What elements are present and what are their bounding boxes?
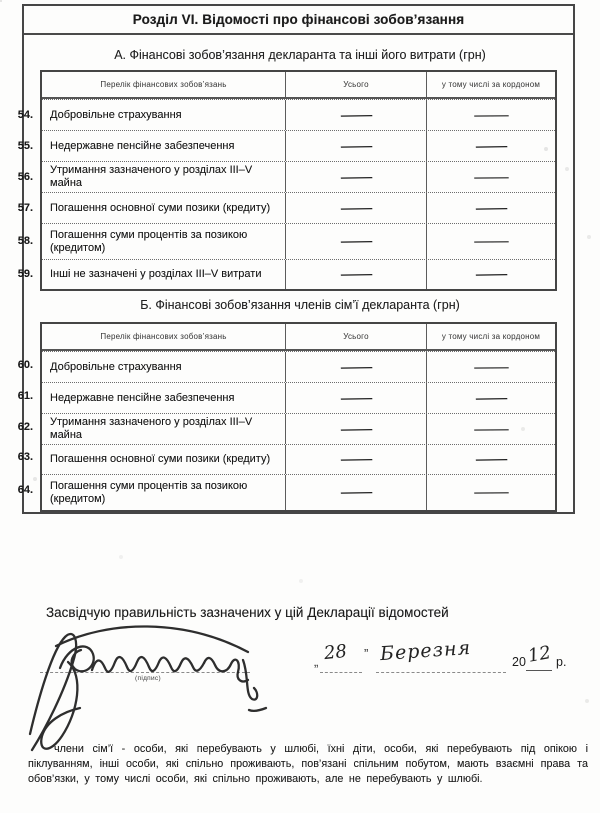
handwritten-dash: — — [339, 359, 373, 375]
date-block — [310, 636, 574, 685]
row-number-column-a — [12, 70, 38, 289]
table-row — [42, 223, 555, 259]
handwritten-dash: — — [339, 107, 373, 123]
handwritten-dash: — — [473, 360, 509, 374]
handwritten-dash: — — [474, 267, 508, 282]
handwritten-dash: — — [339, 390, 373, 406]
obligation-label: Інші не зазначені у розділах III–V витрати — [50, 268, 262, 280]
abroad-value-cell — [426, 224, 555, 259]
abroad-value-cell — [426, 100, 555, 130]
obligation-label: Погашення суми процентів за позикою (кредитом) — [50, 228, 248, 254]
table-header-row — [42, 72, 555, 99]
total-value-cell — [285, 193, 426, 223]
year-prefix: 20 — [512, 655, 526, 669]
column-header-list: Перелік фінансових зобов’язань — [100, 332, 227, 341]
abroad-value-cell — [426, 414, 555, 444]
table-row — [42, 259, 555, 289]
handwritten-dash: — — [474, 390, 508, 406]
table-row — [42, 99, 555, 130]
table-row — [42, 351, 555, 382]
obligation-label: Добровільне страхування — [50, 108, 182, 121]
handwritten-dash: — — [474, 138, 508, 154]
column-header-total: Усього — [285, 72, 426, 97]
row-number: 63. — [17, 451, 33, 463]
handwritten-dash: — — [473, 485, 509, 500]
section-b-heading: Б. Фінансові зобов’язання членів сім’ї декларанта (грн) — [140, 298, 460, 312]
family-members-footnote: члени сім’ї - особи, які перебувають у шлюбі, їхні діти, особи, які перебувають під опікою і піклуванням, інші особи, які спільно проживають, пов’язані спільним побутом, мають взаємні права та обов’язки, у тому числі особи, які спільно проживають, але не перебувають у шлюбі. — [28, 743, 588, 785]
total-value-cell — [285, 100, 426, 130]
day-underline — [320, 672, 362, 673]
handwritten-month: Березня — [379, 636, 472, 666]
total-value-cell — [285, 162, 426, 192]
signature-caption: (підпис) — [135, 675, 161, 682]
table-row — [42, 161, 555, 192]
total-value-cell — [285, 414, 426, 444]
handwritten-dash: — — [339, 421, 373, 437]
total-value-cell — [285, 475, 426, 510]
column-header-total: Усього — [285, 324, 426, 349]
obligation-label: Утримання зазначеного у розділах III–V майна — [50, 164, 253, 189]
row-number: 58. — [17, 235, 33, 247]
column-header-abroad: у тому числі за кордоном — [426, 324, 555, 349]
handwritten-dash: — — [339, 267, 373, 282]
attestation-statement: Засвідчую правильність зазначених у цій Декларації відомостей — [46, 605, 449, 620]
handwritten-year: 12 — [526, 642, 553, 667]
month-underline — [376, 672, 506, 673]
table-declarant-obligations — [40, 70, 557, 291]
handwritten-dash: — — [474, 200, 508, 216]
row-number: 62. — [17, 420, 33, 433]
date-quote-close: ” — [364, 646, 369, 661]
row-number: 54. — [17, 108, 33, 121]
row-number: 57. — [17, 201, 33, 214]
abroad-value-cell — [426, 131, 555, 161]
section-a-heading: А. Фінансові зобов’язання декларанта та інші його витрати (грн) — [114, 48, 486, 62]
abroad-value-cell — [426, 260, 555, 289]
abroad-value-cell — [426, 193, 555, 223]
row-number: 64. — [17, 484, 33, 496]
handwritten-dash: — — [339, 200, 373, 216]
table-row — [42, 474, 555, 510]
date-quote-open: „ — [314, 654, 319, 669]
total-value-cell — [285, 131, 426, 161]
handwritten-dash: — — [474, 452, 508, 467]
obligation-label: Недержавне пенсійне забезпечення — [50, 139, 235, 152]
total-value-cell — [285, 445, 426, 474]
handwritten-dash: — — [473, 108, 509, 122]
scan-noise — [0, 0, 2, 2]
total-value-cell — [285, 383, 426, 413]
handwritten-dash: — — [339, 234, 373, 249]
page-title: Розділ VI. Відомості про фінансові зобов’язання — [24, 6, 573, 35]
obligation-label: Недержавне пенсійне забезпечення — [50, 391, 235, 404]
table-row — [42, 382, 555, 413]
row-number: 61. — [17, 389, 33, 402]
total-value-cell — [285, 352, 426, 382]
abroad-value-cell — [426, 445, 555, 474]
obligation-label: Погашення суми процентів за позикою (кредитом) — [50, 479, 248, 505]
abroad-value-cell — [426, 162, 555, 192]
obligation-label: Утримання зазначеного у розділах III–V майна — [50, 416, 253, 441]
total-value-cell — [285, 224, 426, 259]
row-number: 59. — [17, 268, 33, 280]
table-row — [42, 192, 555, 223]
abroad-value-cell — [426, 475, 555, 510]
obligation-label: Добровільне страхування — [50, 360, 182, 373]
handwritten-dash: — — [473, 422, 509, 436]
year-suffix: р. — [556, 655, 567, 669]
handwritten-dash: — — [339, 485, 373, 500]
handwritten-day: 28 — [322, 640, 348, 665]
table-family-obligations — [40, 322, 557, 512]
abroad-value-cell — [426, 383, 555, 413]
handwritten-dash: — — [473, 170, 509, 184]
row-number: 56. — [17, 170, 33, 183]
table-row — [42, 444, 555, 474]
table-row — [42, 130, 555, 161]
abroad-value-cell — [426, 352, 555, 382]
year-underline — [526, 670, 552, 671]
row-number-column-b — [12, 322, 38, 508]
handwritten-dash: — — [339, 452, 373, 467]
table-header-row — [42, 324, 555, 351]
table-row — [42, 413, 555, 444]
handwritten-signature — [18, 616, 268, 758]
obligation-label: Погашення основної суми позики (кредиту) — [50, 453, 271, 465]
column-header-abroad: у тому числі за кордоном — [426, 72, 555, 97]
obligation-label: Погашення основної суми позики (кредиту) — [50, 201, 271, 214]
handwritten-dash: — — [473, 234, 509, 249]
column-header-list: Перелік фінансових зобов’язань — [100, 80, 227, 89]
handwritten-dash: — — [339, 138, 373, 154]
row-number: 55. — [17, 139, 33, 152]
row-number: 60. — [17, 358, 33, 371]
handwritten-dash: — — [339, 169, 373, 185]
total-value-cell — [285, 260, 426, 289]
